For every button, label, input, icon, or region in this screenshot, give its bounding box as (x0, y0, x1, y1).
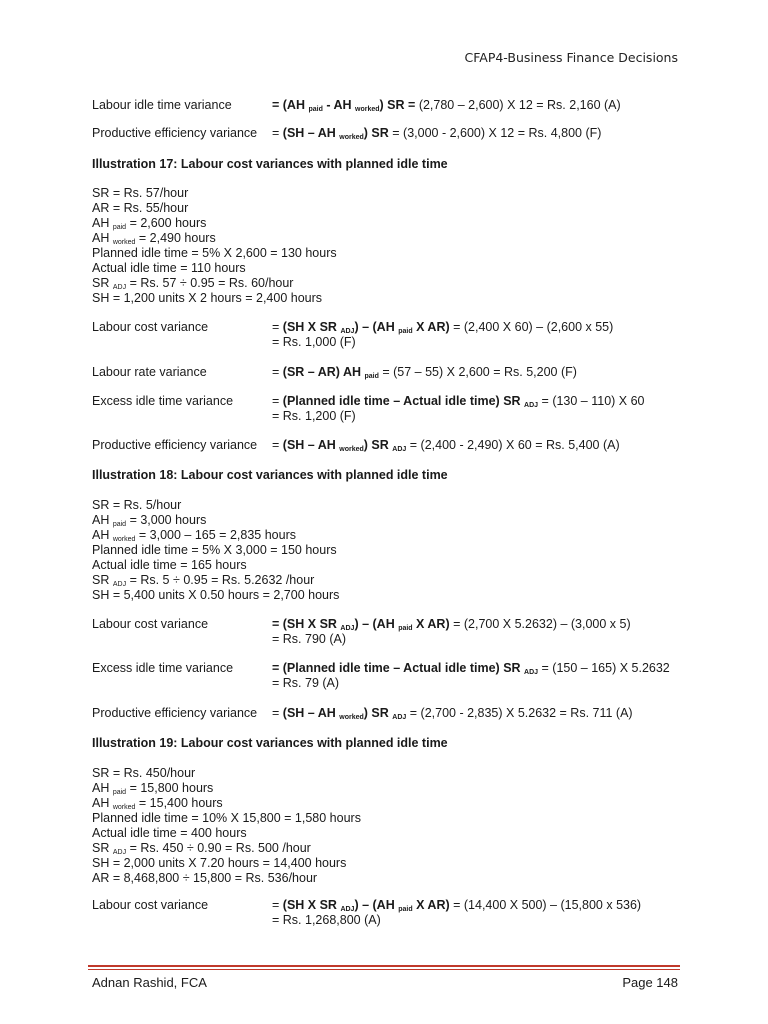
row-formula: = (AH $_{paid}$ - AH $_{worked}$) SR = (2,780 – 2,600) X 12 = Rs. 2,160 (A) (272, 98, 621, 113)
running-header: CFAP4-Business Finance Decisions (464, 50, 678, 65)
row-label: Productive efficiency variance (92, 126, 258, 140)
illustration-19-heading: Illustration 19: Labour cost variances with planned idle time (92, 736, 448, 750)
footer-rule (88, 965, 680, 967)
row-label: Labour idle time variance (92, 98, 232, 112)
illustration-19-givens: SR = Rs. 450/hour AH $_{paid}$ = 15,800 hours AH $_{worked}$ = 15,400 hours Planned idle time = 10% X 15,800 = 1,580 hours Actual idle time = 400 hours SR $_{ADJ}$ = Rs. 450 ÷ 0.90 = Rs. 500 /hour SH = 2,000 units X 7.20 hours = 14,400 hours AR = 8,468,800 ÷ 15,800 = Rs. 536/hour (92, 766, 361, 885)
illustration-17-givens: SR = Rs. 57/hour AR = Rs. 55/hour AH $_{paid}$ = 2,600 hours AH $_{worked}$ = 2,490 hours Planned idle time = 5% X 2,600 = 130 hours Actual idle time = 110 hours SR $_{ADJ}$ = Rs. 57 ÷ 0.95 = Rs. 60/hour SH = 1,200 units X 2 hours = 2,400 hours (92, 186, 337, 305)
footer-author: Adnan Rashid, FCA (92, 975, 207, 990)
page-number: Page 148 (622, 975, 678, 990)
footer-rule-thin (88, 969, 680, 970)
illustration-17-heading: Illustration 17: Labour cost variances with planned idle time (92, 157, 448, 171)
row-formula: = (SH – AH $_{worked}$) SR = (3,000 - 2,600) X 12 = Rs. 4,800 (F) (272, 126, 602, 141)
illustration-18-heading: Illustration 18: Labour cost variances with planned idle time (92, 468, 448, 482)
illustration-18-givens: SR = Rs. 5/hour AH $_{paid}$ = 3,000 hours AH $_{worked}$ = 3,000 – 165 = 2,835 hours Planned idle time = 5% X 3,000 = 150 hours Actual idle time = 165 hours SR $_{ADJ}$ = Rs. 5 ÷ 0.95 = Rs. 5.2632 /hour SH = 5,400 units X 0.50 hours = 2,700 hours (92, 498, 340, 602)
